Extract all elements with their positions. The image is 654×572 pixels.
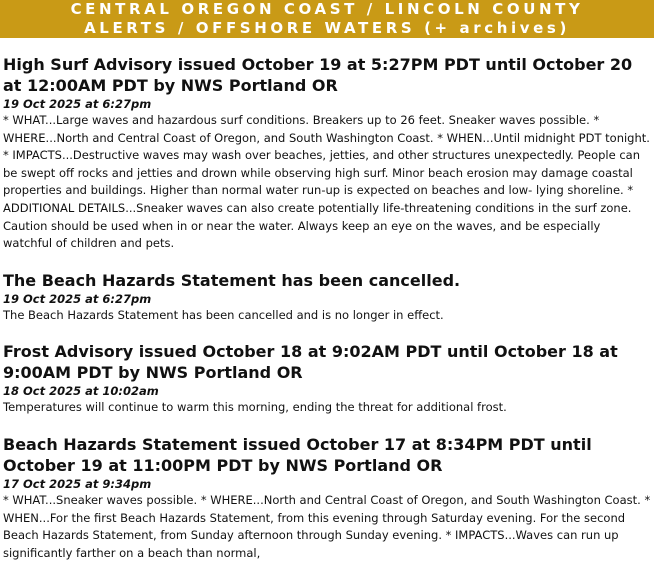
alert-date: 18 Oct 2025 at 10:02am	[3, 384, 159, 399]
alert-body: * WHAT...Large waves and hazardous surf conditions. Breakers up to 26 feet. Sneaker waves possible. * WHERE...North and Central Coast of Oregon, and South Washington Coast. * WHEN...Until midnight PDT tonight. * IMPACTS...Destructive waves may wash over beaches, jetties, and other structures unexpectedly. People can be swept off rocks and jetties and drown while observing high surf. Minor beach erosion may damage coastal properties and buildings. Higher than normal water run-up is expected on beaches and low- lying shoreline. * ADDITIONAL DETAILS...Sneaker waves can also create potentially life-threatening conditions in the surf zone. Caution should be used when in or near the water. Always keep an eye on the waves, and be especially watchful of children and pets.	[3, 113, 650, 251]
alert-body: Temperatures will continue to warm this morning, ending the threat for additional frost.	[3, 400, 507, 415]
alert-item	[3, 434, 651, 562]
alert-title: Frost Advisory issued October 18 at 9:02AM PDT until October 18 at 9:00AM PDT by NWS Portland OR	[3, 342, 618, 383]
alert-title: High Surf Advisory issued October 19 at 5:27PM PDT until October 20 at 12:00AM PDT by NWS Portland OR	[3, 55, 633, 95]
alert-item	[3, 270, 651, 325]
alerts-list	[0, 38, 654, 562]
alert-item	[3, 54, 651, 253]
alert-item	[3, 341, 651, 417]
header-title-line-2[interactable]: ALERTS / OFFSHORE WATERS (+ archives)	[84, 19, 570, 37]
alert-title: Beach Hazards Statement issued October 17 at 8:34PM PDT until October 19 at 11:00PM PDT by NWS Portland OR	[3, 434, 592, 475]
alert-body: * WHAT...Sneaker waves possible. * WHERE...North and Central Coast of Oregon, and South Washington Coast. * WHEN...For the first Beach Hazards Statement, from this evening through Saturday evening. For the second Beach Hazards Statement, from Sunday afternoon through Sunday evening. * IMPACTS...Waves can run up significantly farther on a beach than normal,	[3, 492, 651, 560]
alert-date: 19 Oct 2025 at 6:27pm	[3, 97, 152, 111]
alert-title: The Beach Hazards Statement has been cancelled.	[3, 270, 461, 290]
alert-date: 19 Oct 2025 at 6:27pm	[3, 291, 152, 306]
alert-body: The Beach Hazards Statement has been cancelled and is no longer in effect.	[3, 307, 444, 322]
header-title-line-1: CENTRAL OREGON COAST / LINCOLN COUNTY	[70, 0, 584, 18]
alert-date: 17 Oct 2025 at 9:34pm	[3, 476, 152, 491]
page-header-banner	[0, 0, 654, 38]
